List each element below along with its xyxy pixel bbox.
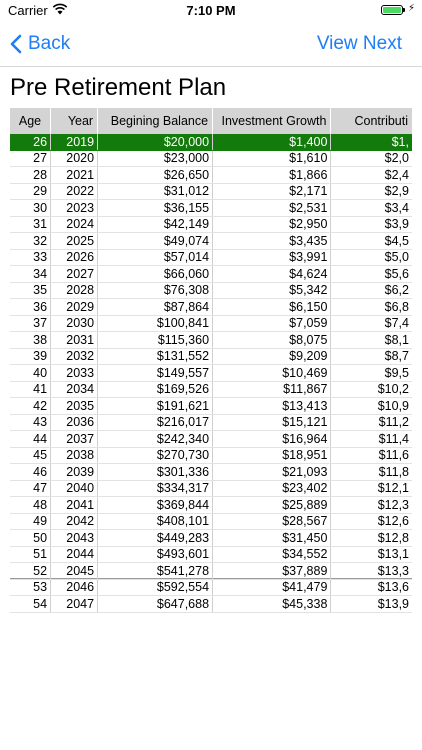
age-cell: 30 xyxy=(10,200,51,217)
table-row[interactable] xyxy=(10,200,412,217)
table-row[interactable] xyxy=(10,563,412,580)
beginning-balance-cell: $31,012 xyxy=(98,183,213,200)
investment-growth-cell: $2,171 xyxy=(213,183,331,200)
contribution-cell: $8,1 xyxy=(331,332,412,349)
contribution-cell: $10,9 xyxy=(331,398,412,415)
investment-growth-cell: $1,610 xyxy=(213,150,331,167)
beginning-balance-cell: $20,000 xyxy=(98,134,213,150)
beginning-balance-cell: $149,557 xyxy=(98,365,213,382)
beginning-balance-cell: $66,060 xyxy=(98,266,213,283)
year-cell: 2019 xyxy=(51,134,98,150)
beginning-balance-cell: $449,283 xyxy=(98,530,213,547)
age-cell: 50 xyxy=(10,530,51,547)
age-cell: 38 xyxy=(10,332,51,349)
beginning-balance-cell: $242,340 xyxy=(98,431,213,448)
investment-growth-cell: $23,402 xyxy=(213,480,331,497)
beginning-balance-cell: $647,688 xyxy=(98,596,213,613)
investment-growth-cell: $13,413 xyxy=(213,398,331,415)
contribution-cell: $2,9 xyxy=(331,183,412,200)
year-cell: 2031 xyxy=(51,332,98,349)
contribution-cell: $11,8 xyxy=(331,464,412,481)
beginning-balance-cell: $42,149 xyxy=(98,216,213,233)
table-row[interactable] xyxy=(10,513,412,530)
contribution-cell: $3,4 xyxy=(331,200,412,217)
table-row[interactable] xyxy=(10,431,412,448)
table-row[interactable] xyxy=(10,150,412,167)
age-cell: 43 xyxy=(10,414,51,431)
investment-growth-cell: $18,951 xyxy=(213,447,331,464)
table-row[interactable] xyxy=(10,216,412,233)
age-cell: 27 xyxy=(10,150,51,167)
contribution-cell: $13,6 xyxy=(331,579,412,596)
plan-table-container[interactable] xyxy=(10,108,412,611)
year-cell: 2045 xyxy=(51,563,98,580)
age-cell: 32 xyxy=(10,233,51,250)
investment-growth-cell: $10,469 xyxy=(213,365,331,382)
year-cell: 2043 xyxy=(51,530,98,547)
table-row[interactable] xyxy=(10,596,412,613)
investment-growth-cell: $7,059 xyxy=(213,315,331,332)
contribution-cell: $5,6 xyxy=(331,266,412,283)
age-cell: 54 xyxy=(10,596,51,613)
year-cell: 2033 xyxy=(51,365,98,382)
beginning-balance-cell: $369,844 xyxy=(98,497,213,514)
back-button[interactable] xyxy=(10,30,70,58)
table-row[interactable] xyxy=(10,447,412,464)
year-cell: 2038 xyxy=(51,447,98,464)
header-year: Year xyxy=(51,108,98,134)
contribution-cell: $2,4 xyxy=(331,167,412,184)
age-cell: 31 xyxy=(10,216,51,233)
age-cell: 29 xyxy=(10,183,51,200)
contribution-cell: $11,4 xyxy=(331,431,412,448)
investment-growth-cell: $34,552 xyxy=(213,546,331,563)
age-cell: 48 xyxy=(10,497,51,514)
beginning-balance-cell: $541,278 xyxy=(98,563,213,580)
contribution-cell: $6,2 xyxy=(331,282,412,299)
investment-growth-cell: $25,889 xyxy=(213,497,331,514)
age-cell: 40 xyxy=(10,365,51,382)
beginning-balance-cell: $408,101 xyxy=(98,513,213,530)
year-cell: 2035 xyxy=(51,398,98,415)
contribution-cell: $10,2 xyxy=(331,381,412,398)
investment-growth-cell: $3,991 xyxy=(213,249,331,266)
beginning-balance-cell: $100,841 xyxy=(98,315,213,332)
year-cell: 2025 xyxy=(51,233,98,250)
contribution-cell: $9,5 xyxy=(331,365,412,382)
beginning-balance-cell: $87,864 xyxy=(98,299,213,316)
contribution-cell: $13,3 xyxy=(331,563,412,580)
age-cell: 36 xyxy=(10,299,51,316)
bolt-icon: ⚡ xyxy=(408,3,416,14)
age-cell: 37 xyxy=(10,315,51,332)
table-row[interactable] xyxy=(10,365,412,382)
investment-growth-cell: $21,093 xyxy=(213,464,331,481)
plan-table xyxy=(10,108,412,613)
age-cell: 41 xyxy=(10,381,51,398)
table-body xyxy=(10,134,412,612)
contribution-cell: $12,6 xyxy=(331,513,412,530)
table-row[interactable] xyxy=(10,348,412,365)
year-cell: 2044 xyxy=(51,546,98,563)
investment-growth-cell: $2,950 xyxy=(213,216,331,233)
year-cell: 2026 xyxy=(51,249,98,266)
age-cell: 45 xyxy=(10,447,51,464)
beginning-balance-cell: $76,308 xyxy=(98,282,213,299)
beginning-balance-cell: $115,360 xyxy=(98,332,213,349)
age-cell: 42 xyxy=(10,398,51,415)
year-cell: 2021 xyxy=(51,167,98,184)
table-row[interactable] xyxy=(10,480,412,497)
investment-growth-cell: $45,338 xyxy=(213,596,331,613)
investment-growth-cell: $2,531 xyxy=(213,200,331,217)
beginning-balance-cell: $23,000 xyxy=(98,150,213,167)
year-cell: 2040 xyxy=(51,480,98,497)
beginning-balance-cell: $36,155 xyxy=(98,200,213,217)
table-row[interactable] xyxy=(10,249,412,266)
battery-nub xyxy=(403,8,405,12)
status-time: 7:10 PM xyxy=(186,3,236,18)
table-row[interactable] xyxy=(10,299,412,316)
investment-growth-cell: $1,866 xyxy=(213,167,331,184)
investment-growth-cell: $11,867 xyxy=(213,381,331,398)
beginning-balance-cell: $57,014 xyxy=(98,249,213,266)
age-cell: 47 xyxy=(10,480,51,497)
beginning-balance-cell: $49,074 xyxy=(98,233,213,250)
investment-growth-cell: $28,567 xyxy=(213,513,331,530)
header-contribution: Contributi xyxy=(331,108,412,134)
beginning-balance-cell: $592,554 xyxy=(98,579,213,596)
age-cell: 53 xyxy=(10,579,51,596)
battery-icon xyxy=(381,5,403,15)
contribution-cell: $11,2 xyxy=(331,414,412,431)
year-cell: 2042 xyxy=(51,513,98,530)
contribution-cell: $4,5 xyxy=(331,233,412,250)
age-cell: 35 xyxy=(10,282,51,299)
contribution-cell: $1, xyxy=(331,134,412,150)
view-next-button[interactable]: View Next xyxy=(316,33,402,54)
contribution-cell: $7,4 xyxy=(331,315,412,332)
investment-growth-cell: $31,450 xyxy=(213,530,331,547)
year-cell: 2047 xyxy=(51,596,98,613)
beginning-balance-cell: $270,730 xyxy=(98,447,213,464)
contribution-cell: $6,8 xyxy=(331,299,412,316)
beginning-balance-cell: $301,336 xyxy=(98,464,213,481)
investment-growth-cell: $1,400 xyxy=(213,134,331,150)
header-investment-growth: Investment Growth xyxy=(213,108,331,134)
contribution-cell: $12,3 xyxy=(331,497,412,514)
year-cell: 2039 xyxy=(51,464,98,481)
year-cell: 2030 xyxy=(51,315,98,332)
contribution-cell: $5,0 xyxy=(331,249,412,266)
investment-growth-cell: $3,435 xyxy=(213,233,331,250)
beginning-balance-cell: $169,526 xyxy=(98,381,213,398)
year-cell: 2023 xyxy=(51,200,98,217)
contribution-cell: $2,0 xyxy=(331,150,412,167)
age-cell: 39 xyxy=(10,348,51,365)
age-cell: 34 xyxy=(10,266,51,283)
year-cell: 2024 xyxy=(51,216,98,233)
age-cell: 46 xyxy=(10,464,51,481)
table-row[interactable] xyxy=(10,381,412,398)
investment-growth-cell: $9,209 xyxy=(213,348,331,365)
chevron-left-icon xyxy=(10,34,22,54)
status-bar xyxy=(0,0,422,22)
carrier-label: Carrier xyxy=(8,3,48,18)
table-row[interactable] xyxy=(10,282,412,299)
year-cell: 2032 xyxy=(51,348,98,365)
page-title: Pre Retirement Plan xyxy=(10,74,227,101)
investment-growth-cell: $5,342 xyxy=(213,282,331,299)
contribution-cell: $8,7 xyxy=(331,348,412,365)
table-row[interactable] xyxy=(10,546,412,563)
table-row[interactable] xyxy=(10,579,412,596)
age-cell: 52 xyxy=(10,563,51,580)
contribution-cell: $3,9 xyxy=(331,216,412,233)
year-cell: 2029 xyxy=(51,299,98,316)
year-cell: 2036 xyxy=(51,414,98,431)
contribution-cell: $13,9 xyxy=(331,596,412,613)
investment-growth-cell: $37,889 xyxy=(213,563,331,580)
table-row[interactable] xyxy=(10,497,412,514)
age-cell: 33 xyxy=(10,249,51,266)
year-cell: 2027 xyxy=(51,266,98,283)
back-label: Back xyxy=(28,33,71,54)
table-row[interactable] xyxy=(10,167,412,184)
year-cell: 2020 xyxy=(51,150,98,167)
table-row[interactable] xyxy=(10,530,412,547)
year-cell: 2022 xyxy=(51,183,98,200)
contribution-cell: $11,6 xyxy=(331,447,412,464)
beginning-balance-cell: $493,601 xyxy=(98,546,213,563)
beginning-balance-cell: $26,650 xyxy=(98,167,213,184)
contribution-cell: $13,1 xyxy=(331,546,412,563)
year-cell: 2037 xyxy=(51,431,98,448)
table-header-row xyxy=(10,108,412,134)
beginning-balance-cell: $216,017 xyxy=(98,414,213,431)
table-row[interactable] xyxy=(10,183,412,200)
year-cell: 2028 xyxy=(51,282,98,299)
investment-growth-cell: $8,075 xyxy=(213,332,331,349)
age-cell: 44 xyxy=(10,431,51,448)
header-age: Age xyxy=(10,108,51,134)
beginning-balance-cell: $131,552 xyxy=(98,348,213,365)
table-row[interactable] xyxy=(10,464,412,481)
year-cell: 2041 xyxy=(51,497,98,514)
age-cell: 28 xyxy=(10,167,51,184)
investment-growth-cell: $41,479 xyxy=(213,579,331,596)
contribution-cell: $12,8 xyxy=(331,530,412,547)
year-cell: 2034 xyxy=(51,381,98,398)
table-row[interactable] xyxy=(10,315,412,332)
contribution-cell: $12,1 xyxy=(331,480,412,497)
table-row[interactable] xyxy=(10,134,412,150)
header-beginning-balance: Begining Balance xyxy=(98,108,213,134)
age-cell: 51 xyxy=(10,546,51,563)
investment-growth-cell: $6,150 xyxy=(213,299,331,316)
table-row[interactable] xyxy=(10,266,412,283)
investment-growth-cell: $16,964 xyxy=(213,431,331,448)
table-row[interactable] xyxy=(10,233,412,250)
table-row[interactable] xyxy=(10,414,412,431)
beginning-balance-cell: $334,317 xyxy=(98,480,213,497)
investment-growth-cell: $15,121 xyxy=(213,414,331,431)
table-row[interactable] xyxy=(10,332,412,349)
beginning-balance-cell: $191,621 xyxy=(98,398,213,415)
investment-growth-cell: $4,624 xyxy=(213,266,331,283)
age-cell: 26 xyxy=(10,134,51,150)
age-cell: 49 xyxy=(10,513,51,530)
navigation-bar xyxy=(0,22,422,67)
table-row[interactable] xyxy=(10,398,412,415)
year-cell: 2046 xyxy=(51,579,98,596)
